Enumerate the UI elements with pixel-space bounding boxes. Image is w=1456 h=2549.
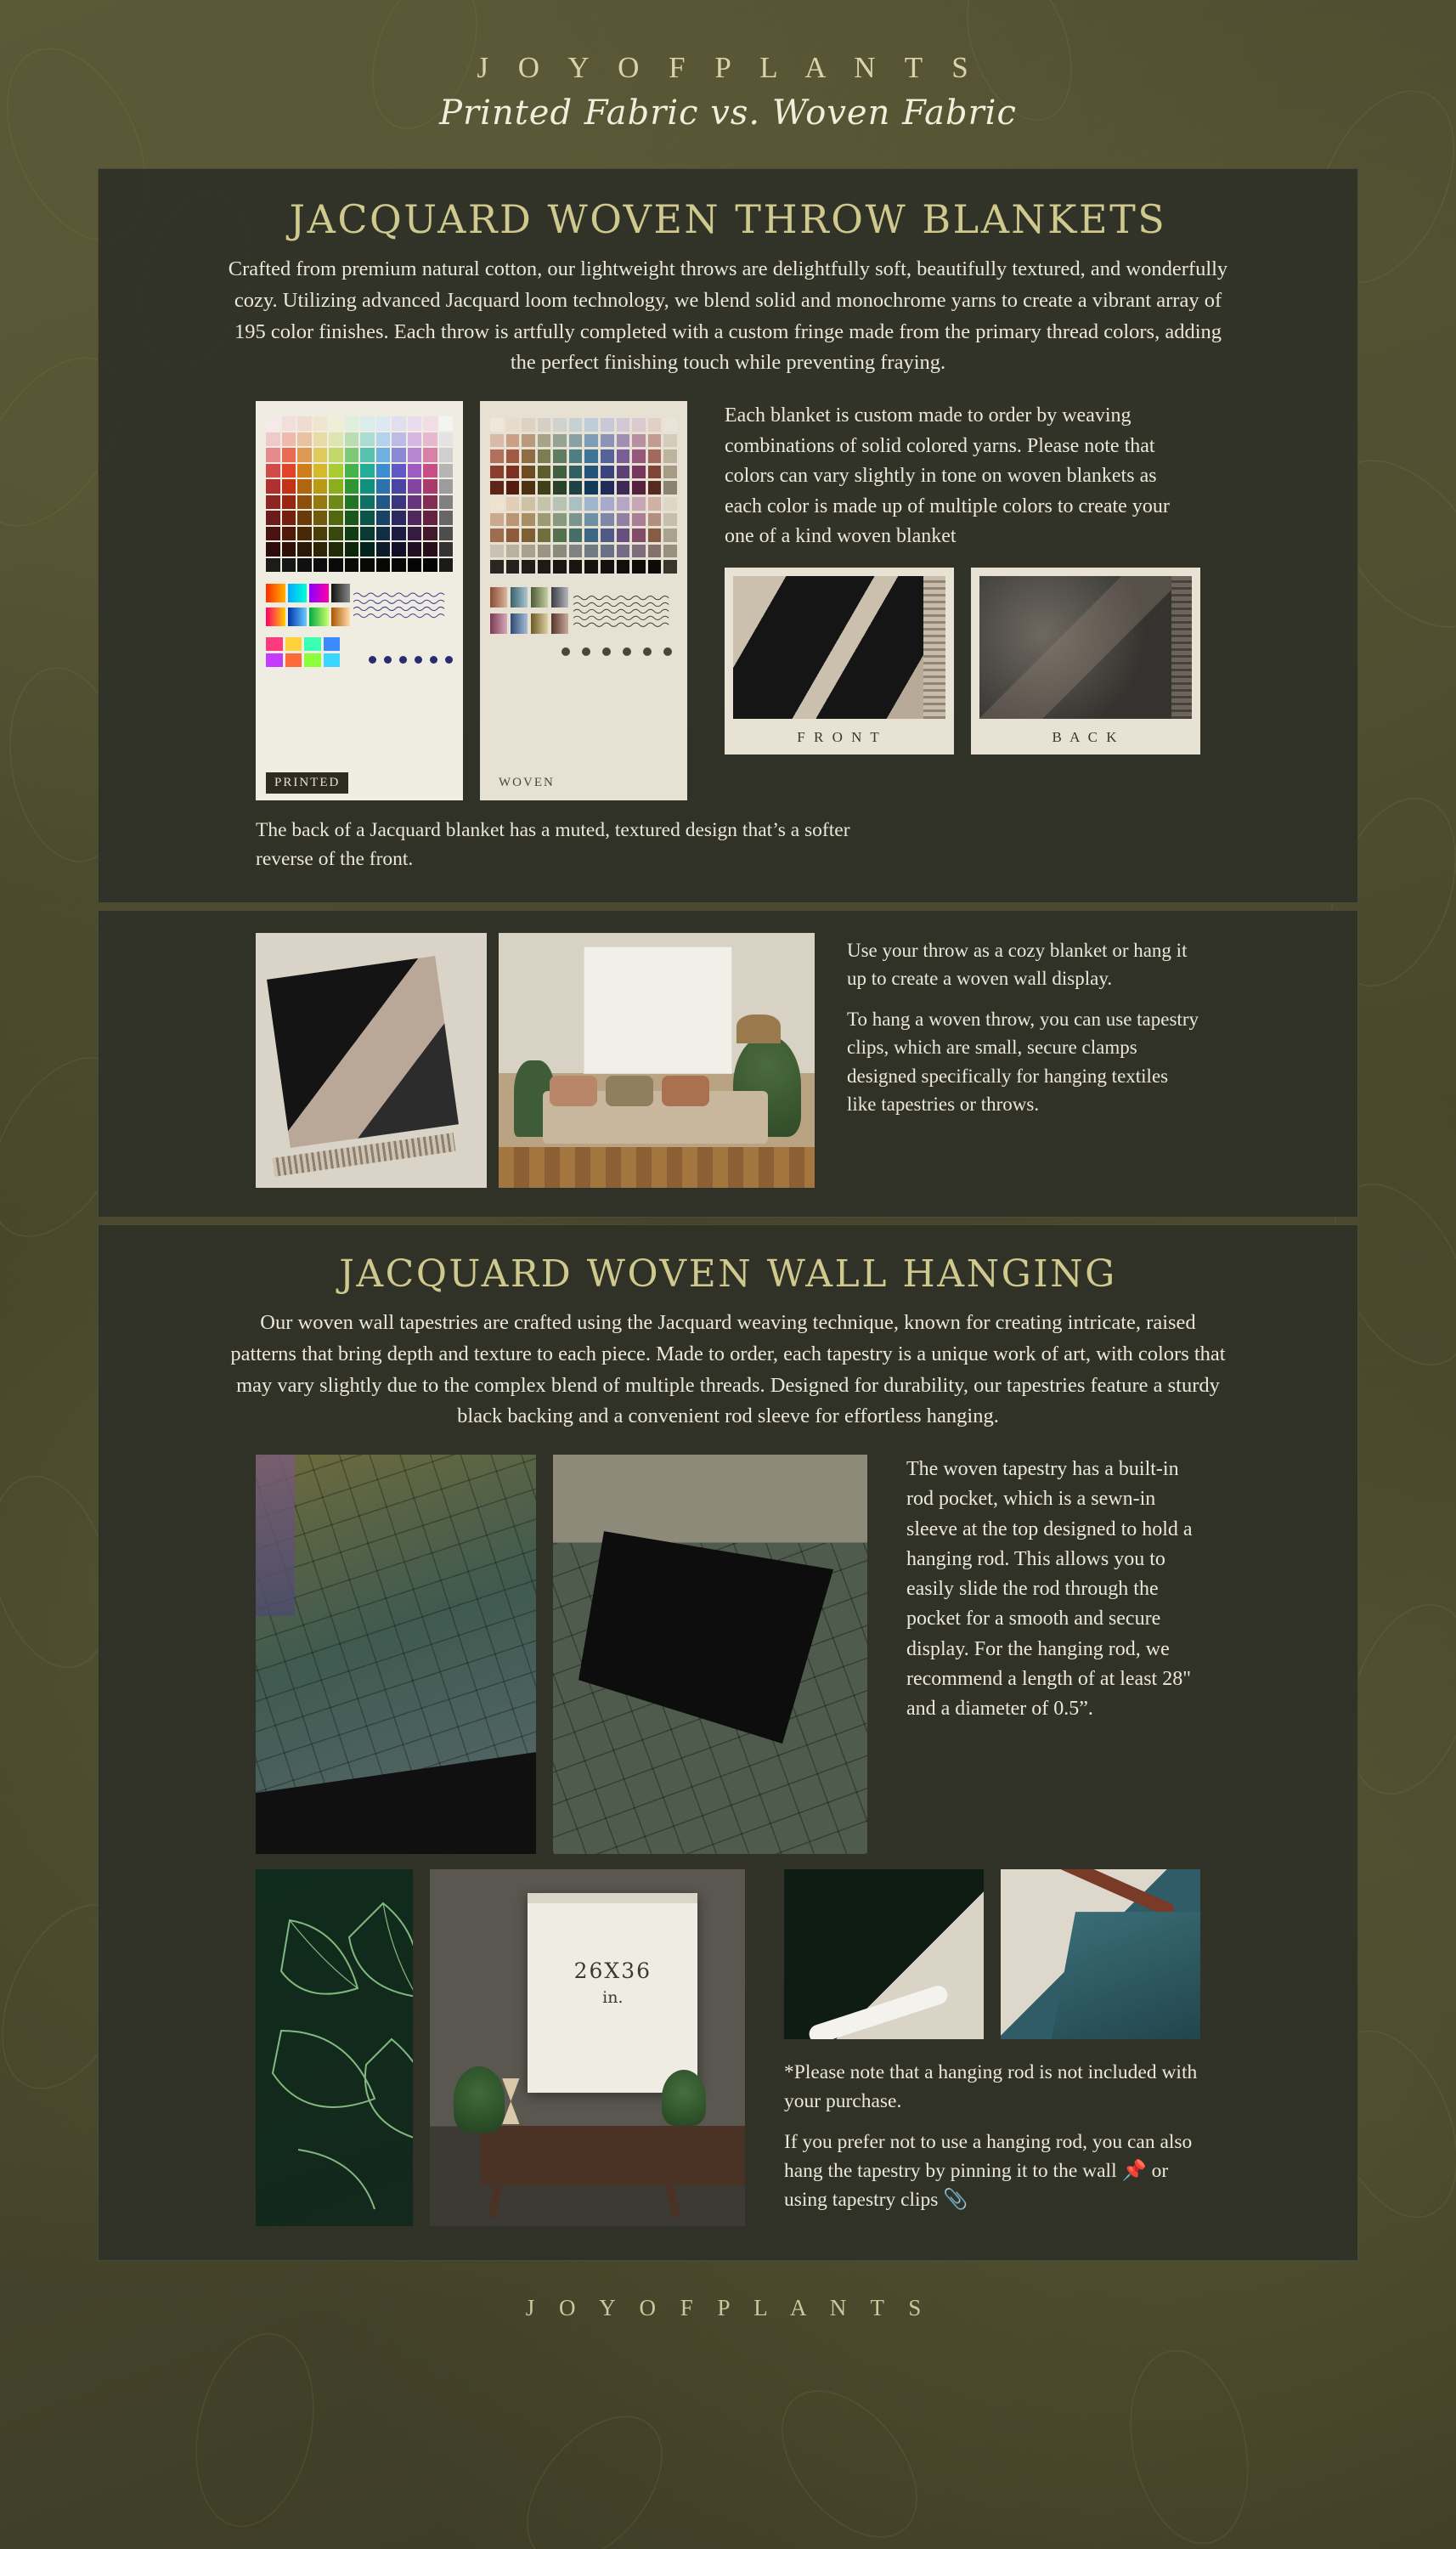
- usage-text-2: To hang a woven throw, you can use tapestry clips, which are small, secure clamps designed specifically for hanging textiles like tapestries or throws.: [847, 1008, 1199, 1115]
- front-photo-card: [725, 568, 954, 755]
- front-caption: F R O N T: [797, 728, 882, 745]
- section1-swatch-row: [99, 401, 1357, 800]
- rod-pocket-detail-image: [784, 1869, 984, 2039]
- rod-pocket-text: The woven tapestry has a built-in rod pocket, which is a sewn-in sleeve at the top designed to hold a hanging rod. This allows you to easily slide the rod through the pocket for a smooth and secure display. For the hanging rod, we recommend a length of at least 28" and a diameter of 0.5”.: [906, 1458, 1193, 1721]
- usage-row: [99, 911, 1357, 1217]
- page-header: [0, 0, 1456, 133]
- section-hanging-usage: [98, 910, 1358, 1218]
- section-throw-blankets: [98, 168, 1358, 903]
- printed-swatch-image: [256, 401, 463, 800]
- rod-notes: [784, 2058, 1200, 2214]
- tapestry-grid-image: [256, 1455, 536, 1854]
- printed-swatch-label: PRINTED: [266, 772, 348, 794]
- section2-title: JACQUARD WOVEN WALL HANGING: [339, 1252, 1117, 1297]
- page-subtitle: Printed Fabric vs. Woven Fabric: [439, 93, 1017, 133]
- poster-size-unit: in.: [602, 1988, 624, 2008]
- back-note-row: [99, 816, 1357, 873]
- back-design-note: The back of a Jacquard blanket has a muted, textured design that’s a softer reverse of the front.: [256, 819, 850, 871]
- back-caption: B A C K: [1052, 728, 1120, 745]
- section2-intro: Our woven wall tapestries are crafted using the Jacquard weaving technique, known for creating intricate, raised patterns that bring depth and texture to each piece. Made to order, each tapestry is a unique work of art, with colors that may vary slightly due to the complex blend of multiple threads. Designed for durability, our tapestries feature a sturdy black backing and a convenient rod sleeve for effortless hanging.: [230, 1311, 1226, 1428]
- footer-brand: J O Y O F P L A N T S: [525, 2295, 931, 2321]
- room-wall-hanging-image: [499, 933, 815, 1188]
- woven-wave-pattern-icon: [573, 587, 677, 633]
- usage-text: [827, 933, 1200, 1130]
- brand-title: J O Y O F P L A N T S: [477, 51, 979, 84]
- custom-made-text: Each blanket is custom made to order by weaving combinations of solid colored yarns. Please note that colors can vary slightly in tone on woven blankets as each color is made up of multiple colors to create your one of a kind woven blanket: [725, 404, 1170, 548]
- woven-swatch-image: [480, 401, 687, 800]
- section2-second-row: [99, 1869, 1357, 2226]
- front-blanket-image: [733, 576, 945, 719]
- usage-text-1: Use your throw as a cozy blanket or hang it up to create a woven wall display.: [847, 940, 1188, 990]
- rod-note-2: If you prefer not to use a hanging rod, you can also hang the tapestry by pinning it to the wall 📌 or using tapestry clips 📎: [784, 2131, 1193, 2212]
- leaf-illustration-icon: [256, 1869, 413, 2226]
- rod-inserted-image: [1001, 1869, 1200, 2039]
- leaf-tapestry-image: [256, 1869, 413, 2226]
- poster-room-image: [430, 1869, 745, 2226]
- folded-blanket-image: [256, 933, 487, 1188]
- rod-note-1: *Please note that a hanging rod is not included with your purchase.: [784, 2061, 1198, 2113]
- section-wall-hanging: [98, 1224, 1358, 2261]
- section1-intro: Crafted from premium natural cotton, our lightweight throws are delightfully soft, beautifully textured, and wonderfully cozy. Utilizing advanced Jacquard loom technology, we blend solid and monochrome yarns to create a vibrant array of 195 color finishes. Each throw is artfully completed with a custom fringe made from the primary thread colors, adding the perfect finishing touch while preventing fraying.: [228, 257, 1228, 375]
- poster-size-label: 26X36: [573, 1958, 652, 1984]
- woven-swatch-label: WOVEN: [499, 776, 555, 789]
- wave-pattern-icon: [353, 584, 453, 625]
- back-photo-card: [971, 568, 1200, 755]
- tapestry-black-backing-image: [553, 1455, 867, 1854]
- back-blanket-image: [979, 576, 1192, 719]
- section1-title: JACQUARD WOVEN THROW BLANKETS: [289, 196, 1167, 242]
- section2-image-row: [99, 1455, 1357, 1854]
